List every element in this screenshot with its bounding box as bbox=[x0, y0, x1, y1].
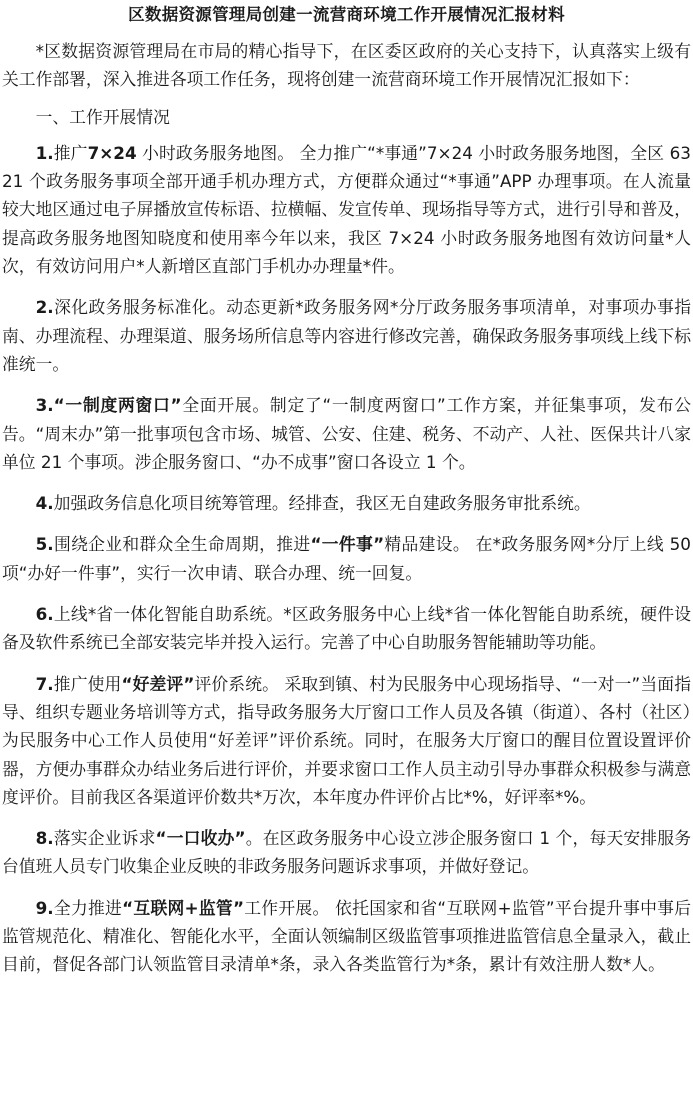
item-lead-bold: “一口收办” bbox=[155, 828, 246, 849]
item-body: 全力推广“*事通”7×24 小时政务服务地图，全区 6321 个政务服务事项全部开通手机办理方式，方便群众通过“*事通”APP 办理事项。在人流量较大地区通过电子屏播放宣传标语、拉横幅、发宣传单、现场指导等方式，进行引导和普及，提高政务服务地图知晓度和使用率今年以来，我区 7×24 小时政务服务地图有效访问量*人次，有效访问用户*人新增区直部门手机办办理量*件。 bbox=[2, 142, 691, 277]
item-lead: 落实企业诉求 bbox=[53, 828, 156, 849]
document-title: 区数据资源管理局创建一流营商环境工作开展情况汇报材料 bbox=[128, 5, 565, 24]
work-item-3 bbox=[2, 391, 691, 476]
item-number: 3. bbox=[35, 395, 54, 416]
item-body: 经排查，我区无自建政务服务审批系统。 bbox=[288, 493, 591, 514]
item-lead-bold: “互联网+监管” bbox=[122, 897, 244, 918]
item-lead-rest: 小时政务服务地图。 bbox=[142, 142, 295, 163]
section-heading: 一、工作开展情况 bbox=[35, 106, 170, 127]
item-lead-rest: 工作开展。 bbox=[244, 897, 330, 918]
item-body: 采取到镇、村为民服务中心现场指导、“一对一”当面指导、组织专题业务培训等方式，指导政务服务大厅窗口工作人员及各镇（街道）、各村（社区）为民服务中心工作人员使用“好差评”评价系统。同时，在服务大厅窗口的醒目位置设置评价器，方便办事群众办结业务后进行评价，并要求窗口工作人员主动引导办事群众积极参与满意度评价。目前我区各渠道评价数共*万次，本年度办件评价占比*%，好评率*%。 bbox=[2, 673, 691, 807]
work-item-4 bbox=[2, 489, 691, 517]
item-lead-rest: 全面开展。 bbox=[181, 395, 270, 416]
item-lead: 围绕企业和群众全生命周期，推进 bbox=[53, 534, 311, 555]
work-item-2 bbox=[2, 293, 691, 378]
item-body: *区政务服务中心上线*省一体化智能自助系统，硬件设备及软件系统已全部安装完毕并投入运行。完善了中心自助服务智能辅助等功能。 bbox=[2, 604, 691, 653]
item-lead: 加强政务信息化项目统筹管理。 bbox=[53, 493, 289, 514]
work-item-8 bbox=[2, 824, 691, 881]
item-lead-bold: 7×24 bbox=[87, 142, 137, 163]
item-number: 6. bbox=[35, 604, 54, 625]
item-body: 在区政务服务中心设立涉企服务窗口 1 个，每天安排服务台值班人员专门收集企业反映的非政务服务问题诉求事项，并做好登记。 bbox=[2, 828, 691, 877]
work-item-7 bbox=[2, 670, 691, 811]
work-item-9 bbox=[2, 894, 691, 979]
item-body: 动态更新*政务服务网*分厅政务服务事项清单，对事项办事指南、办理流程、办理渠道、服务场所信息等内容进行修改完善，确保政务服务事项线上线下标准统一。 bbox=[2, 297, 691, 374]
item-lead-rest: 精品建设。 bbox=[384, 534, 470, 555]
work-item-6 bbox=[2, 600, 691, 657]
item-number: 9. bbox=[35, 897, 54, 918]
item-number: 7. bbox=[35, 673, 54, 694]
item-number: 8. bbox=[35, 828, 54, 849]
item-lead: 推广使用 bbox=[53, 673, 122, 694]
item-lead-bold: “一件事” bbox=[310, 534, 385, 555]
item-lead: 推广 bbox=[53, 142, 88, 163]
item-number: 1. bbox=[35, 142, 54, 163]
item-number: 5. bbox=[35, 534, 54, 555]
item-lead-bold: “一制度两窗口” bbox=[53, 395, 182, 416]
item-body: 在*政务服务网*分厅上线 50 项“办好一件事”，实行一次申请、联合办理、统一回复。 bbox=[2, 534, 691, 583]
item-number: 4. bbox=[35, 493, 54, 514]
item-lead-rest: 评价系统。 bbox=[194, 673, 280, 694]
work-item-5 bbox=[2, 530, 691, 587]
item-lead: 深化政务服务标准化。 bbox=[53, 297, 227, 318]
item-number: 2. bbox=[35, 297, 54, 318]
item-lead-rest: 。 bbox=[245, 828, 263, 849]
item-lead-bold: “好差评” bbox=[121, 673, 195, 694]
item-lead: 上线*省一体化智能自助系统。 bbox=[53, 604, 284, 625]
work-item-1 bbox=[2, 139, 691, 280]
item-body: 制定了“一制度两窗口”工作方案，并征集事项，发布公告。“周末办”第一批事项包含市场、城管、公安、住建、税务、不动产、人社、医保共计八家单位 21 个事项。涉企服务窗口、“办不成事”窗口各设立 1 个。 bbox=[2, 395, 691, 472]
item-body: 依托国家和省“互联网+监管”平台提升事中事后监管规范化、精准化、智能化水平，全面认领编制区级监管事项推进监管信息全量录入，截止目前，督促各部门认领监管目录清单*条，录入各类监管行为*条，累计有效注册人数*人。 bbox=[2, 897, 691, 975]
intro-paragraph: *区数据资源管理局在市局的精心指导下，在区委区政府的关心支持下，认真落实上级有关工作部署，深入推进各项工作任务，现将创建一流营商环境工作开展情况汇报如下： bbox=[2, 41, 691, 90]
item-lead: 全力推进 bbox=[53, 897, 123, 918]
